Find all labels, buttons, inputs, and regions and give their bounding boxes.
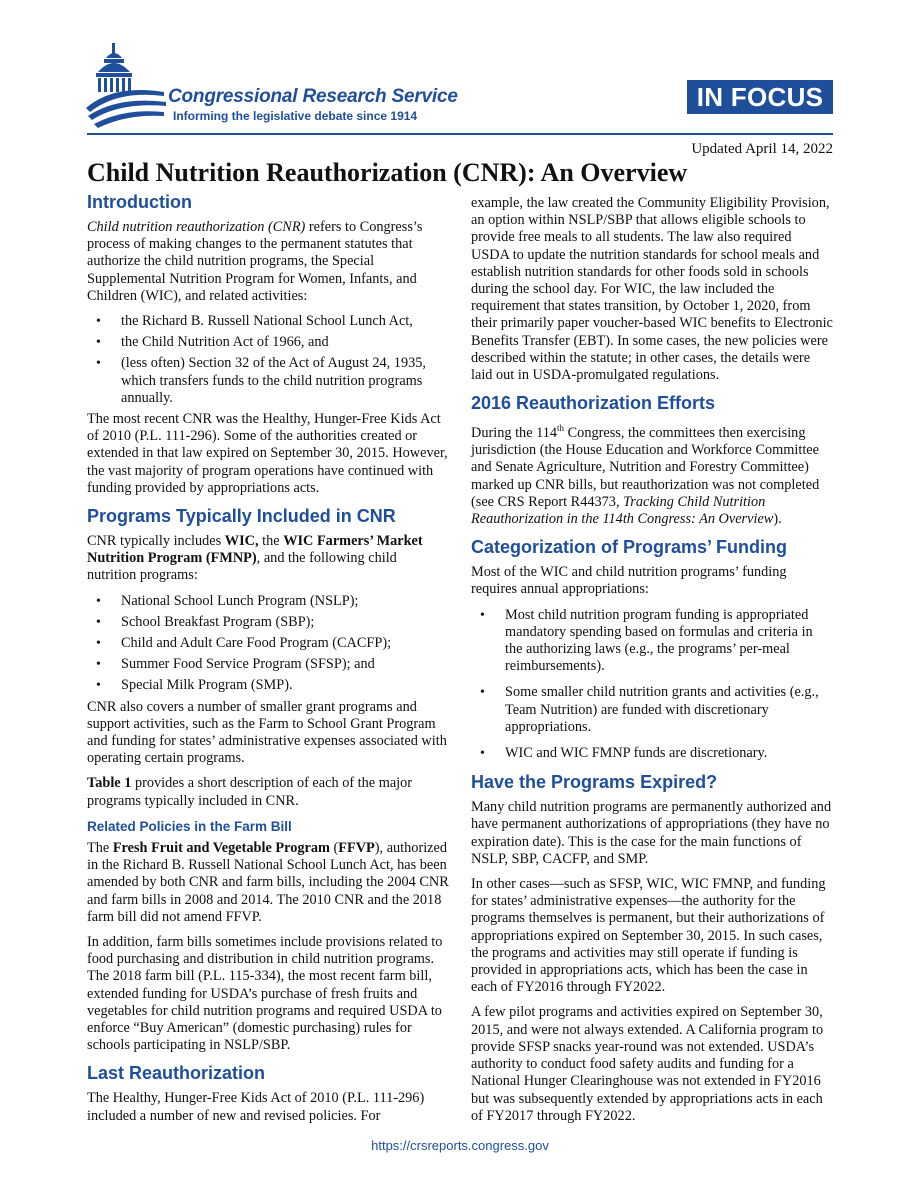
left-column bbox=[87, 191, 449, 1133]
table-reference: Table 1 bbox=[87, 775, 132, 792]
intro-paragraph: Child nutrition reauthorization (CNR) refers to Congress’s process of making changes to the permanent statutes that authorize the child nutrition programs, the Special Supplemental Nutrition Program for Women, Infants, and Children (WIC), and related activities: bbox=[87, 219, 423, 304]
intro-list bbox=[87, 313, 449, 407]
right-column bbox=[471, 195, 833, 1133]
continued-paragraph: example, the law created the Community Eligibility Provision, an option within NSLP/SBP that allows eligible schools to provide free meals to all students. The law also required USDA to update the nutrition standards for school meals and establish nutrition standards for other foods sold in schools during the school day. For WIC, the law included the requirement that states transition, by October 1, 2020, from their primarily paper voucher-based WIC benefits to Electronic Benefits Transfer (EBT). In some cases, the new policies were described within the statute; in other cases, the details were laid out in USDA-promulgated regulations. bbox=[471, 195, 833, 384]
page-header bbox=[0, 0, 920, 187]
intro-paragraph-2: The most recent CNR was the Healthy, Hunger-Free Kids Act of 2010 (P.L. 111-296). Some of the authorities created or extended in that law expired on September 30, 2015. However, the vast majority of program operations have continued with funding provided by appropriations acts. bbox=[87, 411, 448, 496]
programs-paragraph: CNR typically includes WIC, the WIC Farmers’ Market Nutrition Program (FMNP), and the following child nutrition programs: bbox=[87, 533, 423, 584]
list-item: • Summer Food Service Program (SFSP); and bbox=[121, 656, 449, 673]
list-item: • WIC and WIC FMNP funds are discretionary. bbox=[505, 745, 833, 762]
org-tagline: Informing the legislative debate since 1914 bbox=[173, 109, 418, 123]
programs-expired-heading: Have the Programs Expired? bbox=[471, 772, 718, 793]
related-policies-heading: Related Policies in the Farm Bill bbox=[87, 818, 292, 834]
list-item: • National School Lunch Program (NSLP); bbox=[121, 593, 449, 610]
farm-bill-paragraph: In addition, farm bills sometimes include provisions related to food purchasing and distribution in child nutrition programs. The 2018 farm bill (P.L. 115-334), the most recent farm bill, extended funding for USDA’s purchase of fresh fruits and vegetables for child nutrition programs and required USDA to enforce “Buy American” (domestic purchasing) rules for schools participating in NSLP/SBP. bbox=[87, 933, 443, 1054]
list-item: • Some smaller child nutrition grants and activities (e.g., Team Nutrition) are funded with discretionary appropriations. bbox=[505, 684, 833, 736]
expired-paragraph-2: In other cases—such as SFSP, WIC, WIC FMNP, and funding for states’ administrative expenses—the authority for the programs themselves is permanent, but their authorizations of appropriations expired on September 30, 2015. In such cases, the programs and activities may still operate if funding is provided in appropriations acts, which has been the case in each of FY2016 through FY2022. bbox=[471, 876, 826, 996]
table-reference-paragraph: Table 1 provides a short description of each of the major programs typically included in CNR. bbox=[87, 775, 413, 809]
funding-paragraph: Most of the WIC and child nutrition programs’ funding requires annual appropriations: bbox=[471, 564, 787, 598]
ffvp-paragraph: The Fresh Fruit and Vegetable Program (FFVP), authorized in the Richard B. Russell National School Lunch Act, has been amended by both CNR and farm bills, including the 2004 CNR and farm bills in 2008 and 2014. The 2010 CNR and the 2018 farm bill did not amend FFVP. bbox=[87, 839, 449, 925]
intro-term: Child nutrition reauthorization (CNR) bbox=[87, 219, 306, 235]
list-item: • the Child Nutrition Act of 1966, and bbox=[121, 334, 449, 351]
introduction-heading: Introduction bbox=[87, 192, 192, 212]
header-divider bbox=[87, 133, 833, 135]
org-name: Congressional Research Service bbox=[168, 86, 458, 107]
list-item: • (less often) Section 32 of the Act of August 24, 1935, which transfers funds to the child nutrition programs annually. bbox=[121, 355, 449, 407]
programs-heading: Programs Typically Included in CNR bbox=[87, 506, 396, 527]
list-item: • School Breakfast Program (SBP); bbox=[121, 614, 449, 631]
last-reauthorization-paragraph: The Healthy, Hunger-Free Kids Act of 2010 (P.L. 111-296) included a number of new and revised policies. For bbox=[87, 1090, 425, 1124]
in-focus-badge: IN FOCUS bbox=[687, 80, 833, 114]
list-item: • the Richard B. Russell National School Lunch Act, bbox=[121, 313, 449, 330]
list-item: • Special Milk Program (SMP). bbox=[121, 677, 449, 694]
programs-list bbox=[87, 593, 449, 695]
page-title: Child Nutrition Reauthorization (CNR): An Overview bbox=[87, 158, 688, 187]
footer-link[interactable]: https://crsreports.congress.gov bbox=[371, 1138, 549, 1153]
updated-date: Updated April 14, 2022 bbox=[691, 141, 833, 157]
last-reauthorization-heading: Last Reauthorization bbox=[87, 1063, 266, 1084]
list-item: • Most child nutrition program funding is appropriated mandatory spending based on formulas and criteria in the authorizing laws (e.g., the programs’ per-meal reimbursements). bbox=[505, 607, 833, 676]
capitol-dome-logo-icon bbox=[84, 40, 174, 130]
reauthorization-efforts-heading: 2016 Reauthorization Efforts bbox=[471, 393, 716, 414]
list-item: • Child and Adult Care Food Program (CACFP); bbox=[121, 635, 449, 652]
expired-paragraph-1: Many child nutrition programs are permanently authorized and have permanent authorizations of appropriations (they have no expiration date). This is the case for the main functions of NSLP, SBP, CACFP, and SMP. bbox=[471, 799, 832, 867]
funding-categorization-heading: Categorization of Programs’ Funding bbox=[471, 537, 788, 558]
programs-paragraph-2: CNR also covers a number of smaller grant programs and support activities, such as the Farm to School Grant Program and funding for states’ administrative expenses associated with operating certain programs. bbox=[87, 698, 447, 767]
funding-list bbox=[471, 607, 833, 763]
crs-report-title: Tracking Child Nutrition Reauthorization in the 114th Congress: An Overview bbox=[471, 493, 774, 528]
efforts-paragraph: During the 114th Congress, the committees then exercising jurisdiction (the House Education and Workforce Committee and Senate Agriculture, Nutrition and Forestry Committee) marked up CNR bills, but reauthorization was not completed (see CRS Report R44373, Tracking Child Nutrition Reauthorization in the 114th Congress: An Overview). bbox=[471, 423, 820, 528]
expired-paragraph-3: A few pilot programs and activities expired on September 30, 2015, and were not always extended. A California program to provide SFSP snacks year-round was not extended. USDA’s authority to conduct food safety audits and funding for a National Hunger Clearinghouse was not extended in FY2016 but was subsequently extended by appropriations acts in each of FY2017 through FY2022. bbox=[471, 1004, 824, 1124]
